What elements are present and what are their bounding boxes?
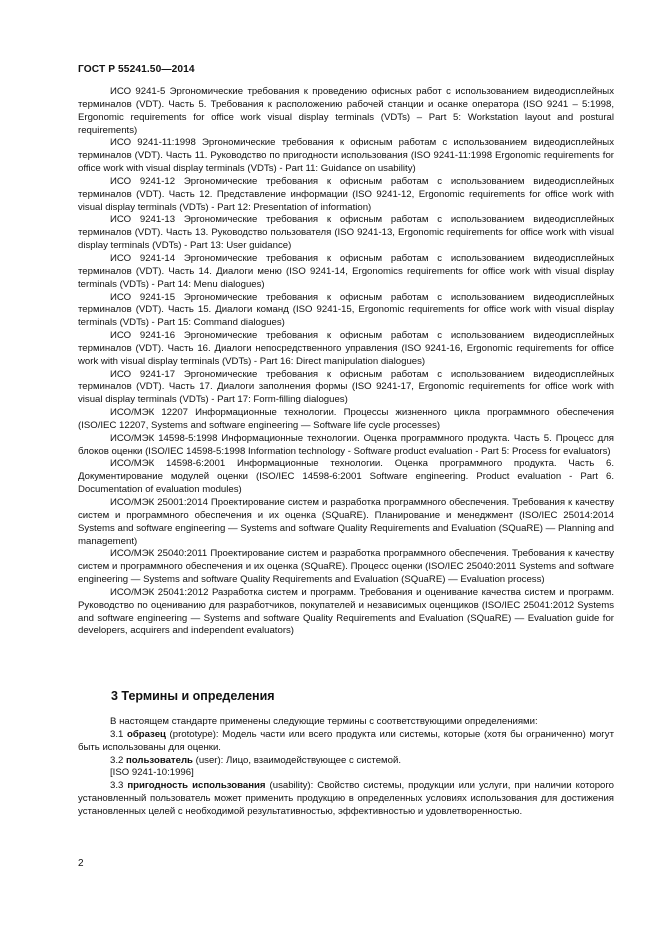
term-number: 3.2 — [110, 754, 124, 766]
reference-item: ИСО 9241-17 Эргономические требования к офисным работам с использованием видеодисплейных терминалов (VDT). Часть 17. Диалоги заполнения формы (ISO 9241-17, Ergonomic requirements for office work with visual display terminals (VDTs) - Part 17: Form-filling dialogues) — [78, 368, 614, 406]
term-number: 3.1 — [110, 728, 124, 740]
reference-item: ИСО 9241-5 Эргономические требования к проведению офисных работ с использованием видеодисплейных терминалов (VDT). Часть 5. Требования к расположению рабочей станции и осанке оператора (ISO 9241 – 5:1998, Ergonomic requirements for office work visual display terminals (VDTs) – Part 5: Workstation layout and postural requirements) — [78, 86, 614, 136]
reference-item: ИСО 9241-16 Эргономические требования к офисным работам с использованием видеодисплейных терминалов (VDT). Часть 16. Диалоги непосредственного управления (ISO 9241-16, Ergonomic requirements for office work with visual display terminals (VDTs) - Part 16: Direct manipulation dialogues) — [78, 330, 614, 367]
reference-item: ИСО/МЭК 14598-6:2001 Информационные технологии. Оценка программного продукта. Часть 6. Документирование модулей оценки (ISO/IEC 14598-6:2001 Software engineering. Product evaluation - Part 6. Documentation of evaluation modules) — [78, 458, 614, 496]
reference-item: ИСО/МЭК 12207 Информационные технологии. Процессы жизненного цикла программного обеспечения (ISO/IEC 12207, Systems and software engineering — Software life cycle processes) — [78, 407, 614, 431]
reference-item: ИСО 9241-14 Эргономические требования к офисным работам с использованием видеодисплейных терминалов (VDT). Часть 14. Диалоги меню (ISO 9241-14, Ergonomics requirements for office work with visual display terminals (VDTs) - Part 14: Menu dialogues) — [78, 252, 614, 290]
reference-item: ИСО/МЭК 25040:2011 Проектирование систем и разработка программного обеспечения. Требования к качеству систем и программного обеспечения и их оценка (SQuaRE). Процесс оценки (ISO/IEC 25040:2011 Systems and software engineering — Systems and software Quality Requirements and Evaluation (SQuaRE) — Evaluation process) — [78, 548, 614, 586]
reference-item: ИСО/МЭК 25001:2014 Проектирование систем и разработка программного обеспечения. Требования к качеству систем и программного обеспечения и их оценка (SQuaRE). Планирование и менеджмент (ISO/IEC 25014:2014 Systems and software engineering — Systems and software Quality Requirements and Evaluation (SQuaRE) — Planning and management) — [78, 497, 614, 547]
term-entry — [78, 755, 614, 768]
term-source-note: [ISO 9241-10:1996] — [110, 767, 194, 779]
standard-header: ГОСТ Р 55241.50—2014 — [78, 64, 195, 75]
term-name: пригодность использования — [127, 780, 266, 792]
reference-item: ИСО/МЭК 25041:2012 Разработка систем и программ. Требования и оценивание качества систем и программ. Руководство по оцениванию для разработчиков, покупателей и независимых оценщиков (ISO/IEC 25041:2012 Systems and software engineering — Systems and software Quality Requirements and Evaluation (SQuaRE) — Evaluation guide for developers, acquirers and independent evaluators) — [78, 586, 614, 637]
term-entry — [78, 780, 614, 819]
term-number: 3.3 — [110, 780, 124, 792]
reference-item: ИСО/МЭК 14598-5:1998 Информационные технологии. Оценка программного продукта. Часть 5. Процесс для блоков оценки (ISO/IEC 14598-5:1998 Information technology - Software product evaluation - Part 5: Process for evaluators) — [78, 432, 614, 457]
term-definition: (prototype): Модель части или всего продукта или системы, которые (хотя бы ограниченно) могут быть использованы для оценки. — [78, 728, 614, 753]
term-name: образец — [126, 728, 166, 740]
section-heading: 3 Термины и определения — [111, 689, 275, 703]
term-name: пользователь — [126, 754, 193, 766]
terms-section — [78, 716, 614, 819]
reference-item: ИСО 9241-13 Эргономические требования к офисным работам с использованием видеодисплейных терминалов (VDT). Часть 13. Руководство пользователя (ISO 9241-13, Ergonomic requirements for office work with visual display terminals (VDTs) - Part 13: User guidance) — [78, 214, 614, 252]
reference-item: ИСО 9241-11:1998 Эргономические требования к офисным работам с использованием видеодисплейных терминалов (VDT). Часть 11. Руководство по пригодности использования (ISO 9241-11:1998 Ergonomic requirements for office work with visual display terminals (VDTs) - Part 11: Guidance on usability) — [78, 137, 614, 175]
term-entry — [78, 729, 614, 755]
reference-item: ИСО 9241-12 Эргономические требования к офисным работам с использованием видеодисплейных терминалов (VDT). Часть 12. Представление информации (ISO 9241-12, Ergonomic requirements for office work with visual display terminals (VDTs) - Part 12: Presentation of information) — [78, 175, 614, 213]
term-definition: (user): Лицо, взаимодействующее с системой. — [192, 754, 401, 766]
page-number: 2 — [78, 858, 84, 869]
term-definition: (usability): Свойство системы, продукции или услуги, при наличии которого установленный пользователь может применить продукцию в определенных условиях использования для достижения установленных целей с необходимой результативностью, эффективностью и удовлетворенностью. — [78, 780, 614, 817]
section-intro: В настоящем стандарте применены следующие термины с соответствующими определениями: — [110, 716, 538, 727]
normative-references-list — [78, 86, 614, 638]
reference-item: ИСО 9241-15 Эргономические требования к офисным работам с использованием видеодисплейных терминалов (VDT). Часть 15. Диалоги команд (ISO 9241-15, Ergonomic requirements for office work with visual display terminals (VDTs) - Part 15: Command dialogues) — [78, 291, 614, 329]
